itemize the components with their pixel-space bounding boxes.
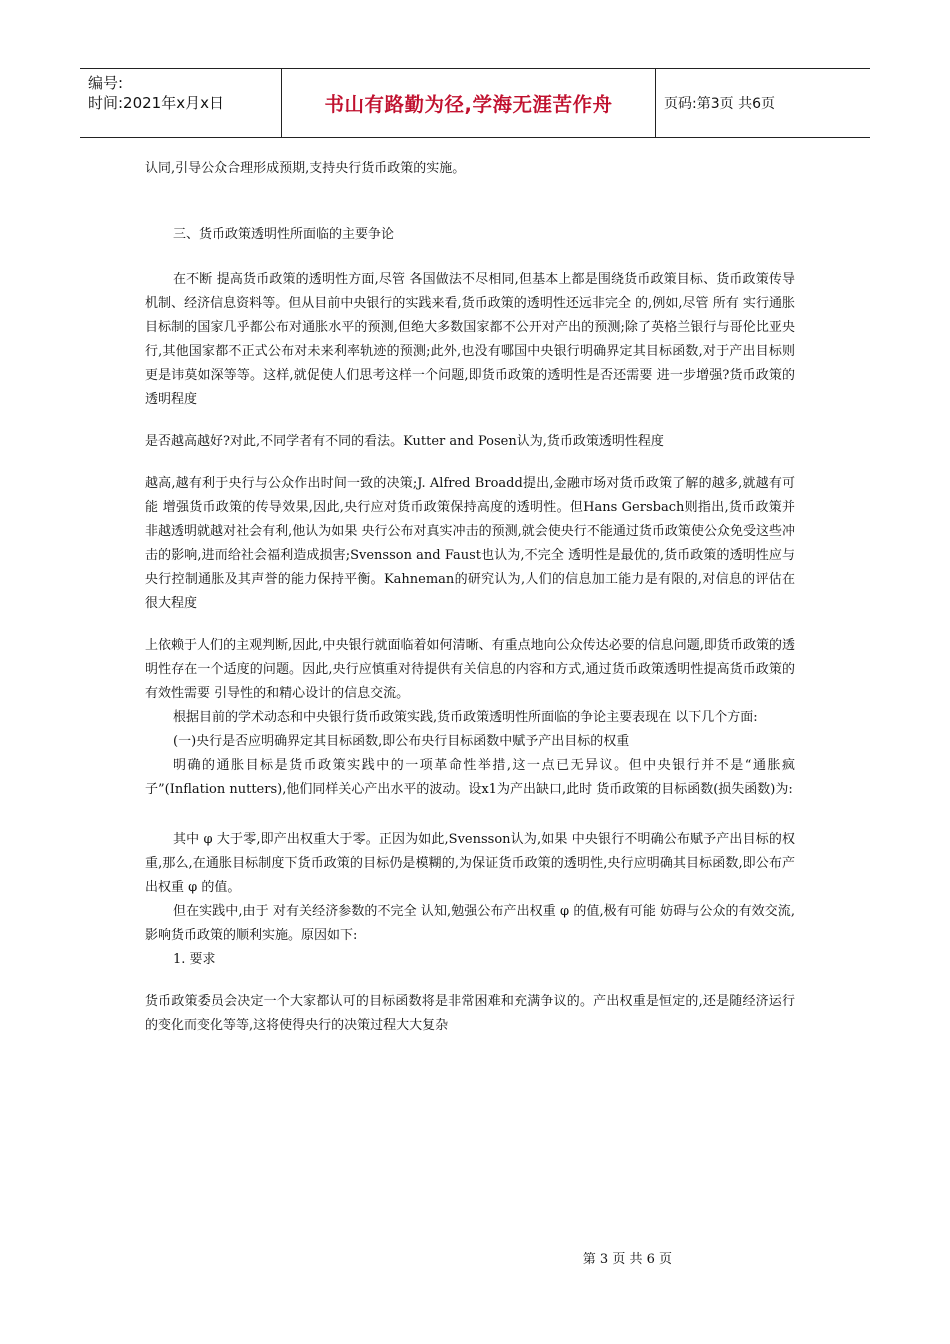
subsection-heading: (一)央行是否应明确界定其目标函数,即公布央行目标函数中赋予产出目标的权重 — [173, 734, 630, 749]
list-item-heading: 1. 要求 — [173, 952, 216, 967]
paragraph: 上依赖于人们的主观判断,因此,中央银行就面临着如何清晰、有重点地向公众传达必要的信息问题,即货币政策的透明性存在一个适度的问题。因此,央行应慎重对待提供有关信息的内容和方式,通过货币政策透明性提高货币政策的有效性需要 引导性的和精心设计的信息交流。 — [145, 638, 795, 701]
paragraph: 在不断 提高货币政策的透明性方面,尽管 各国做法不尽相同,但基本上都是围绕货币政策目标、货币政策传导机制、经济信息资料等。但从目前中央银行的实践来看,货币政策的透明性还远非完全 的,例如,尽管 所有 实行通胀目标制的国家几乎都公布对通胀水平的预测,但绝大多数国家都不公开对产出的预测;除了英格兰银行与哥伦比亚央行,其他国家都不正式公布对未来利率轨迹的预测;此外,也没有哪国中央银行明确界定其目标函数,对于产出目标则更是讳莫如深等等。这样,就促使人们思考这样一个问题,即货币政策的透明性是否还需要 进一步增强?货币政策的透明程度 — [145, 272, 795, 407]
paragraph: 明确的通胀目标是货币政策实践中的一项革命性举措,这一点已无异议。但中央银行并不是“通胀疯子”(Inflation nutters),他们同样关心产出水平的波动。设x1为产出缺口,此时 货币政策的目标函数(损失函数)为: — [145, 758, 795, 797]
paragraph: 认同,引导公众合理形成预期,支持央行货币政策的实施。 — [145, 161, 466, 176]
paragraph: 是否越高越好?对此,不同学者有不同的看法。Kutter and Posen认为,货币政策透明性程度 — [145, 434, 664, 449]
header-page-number: 页码:第3页 共6页 — [664, 96, 775, 112]
document-date: 时间:2021年x月x日 — [88, 94, 224, 112]
paragraph: 根据目前的学术动态和中央银行货币政策实践,货币政策透明性所面临的争论主要表现在 以下几个方面: — [173, 710, 758, 725]
header-motto: 书山有路勤为径,学海无涯苦作舟 — [282, 69, 656, 137]
header-meta — [80, 69, 282, 137]
paragraph: 但在实践中,由于 对有关经济参数的不完全 认知,勉强公布产出权重 φ 的值,极有可能 妨碍与公众的有效交流,影响货币政策的顺利实施。原因如下: — [145, 904, 795, 943]
paragraph: 其中 φ 大于零,即产出权重大于零。正因为如此,Svensson认为,如果 中央银行不明确公布赋予产出目标的权重,那么,在通胀目标制度下货币政策的目标仍是模糊的,为保证货币政策的透明性,央行应明确其目标函数,即公布产出权重 φ 的值。 — [145, 832, 795, 895]
page-footer — [0, 1248, 950, 1267]
footer-page-number: 第 3 页 共 6 页 — [582, 1252, 672, 1267]
document-number: 编号: — [88, 74, 124, 92]
paragraph: 越高,越有利于央行与公众作出时间一致的决策;J. Alfred Broadd提出,金融市场对货币政策了解的越多,就越有可能 增强货币政策的传导效果,因此,央行应对货币政策保持高度的透明性。但Hans Gersbach则指出,货币政策并非越透明就越对社会有利,他认为如果 央行公布对真实冲击的预测,就会使央行不能通过货币政策使公众免受这些冲击的影响,进而给社会福利造成损害;Svensson and Faust也认为,不完全 透明性是最优的,货币政策的透明性应与央行控制通胀及其声誉的能力保持平衡。Kahneman的研究认为,人们的信息加工能力是有限的,对信息的评估在很大程度 — [145, 476, 795, 611]
paragraph: 货币政策委员会决定一个大家都认可的目标函数将是非常困难和充满争议的。产出权重是恒定的,还是随经济运行的变化而变化等等,这将使得央行的决策过程大大复杂 — [145, 994, 795, 1033]
page-header — [80, 68, 870, 138]
section-heading: 三、货币政策透明性所面临的主要争论 — [173, 227, 395, 242]
document-body — [145, 157, 795, 1038]
